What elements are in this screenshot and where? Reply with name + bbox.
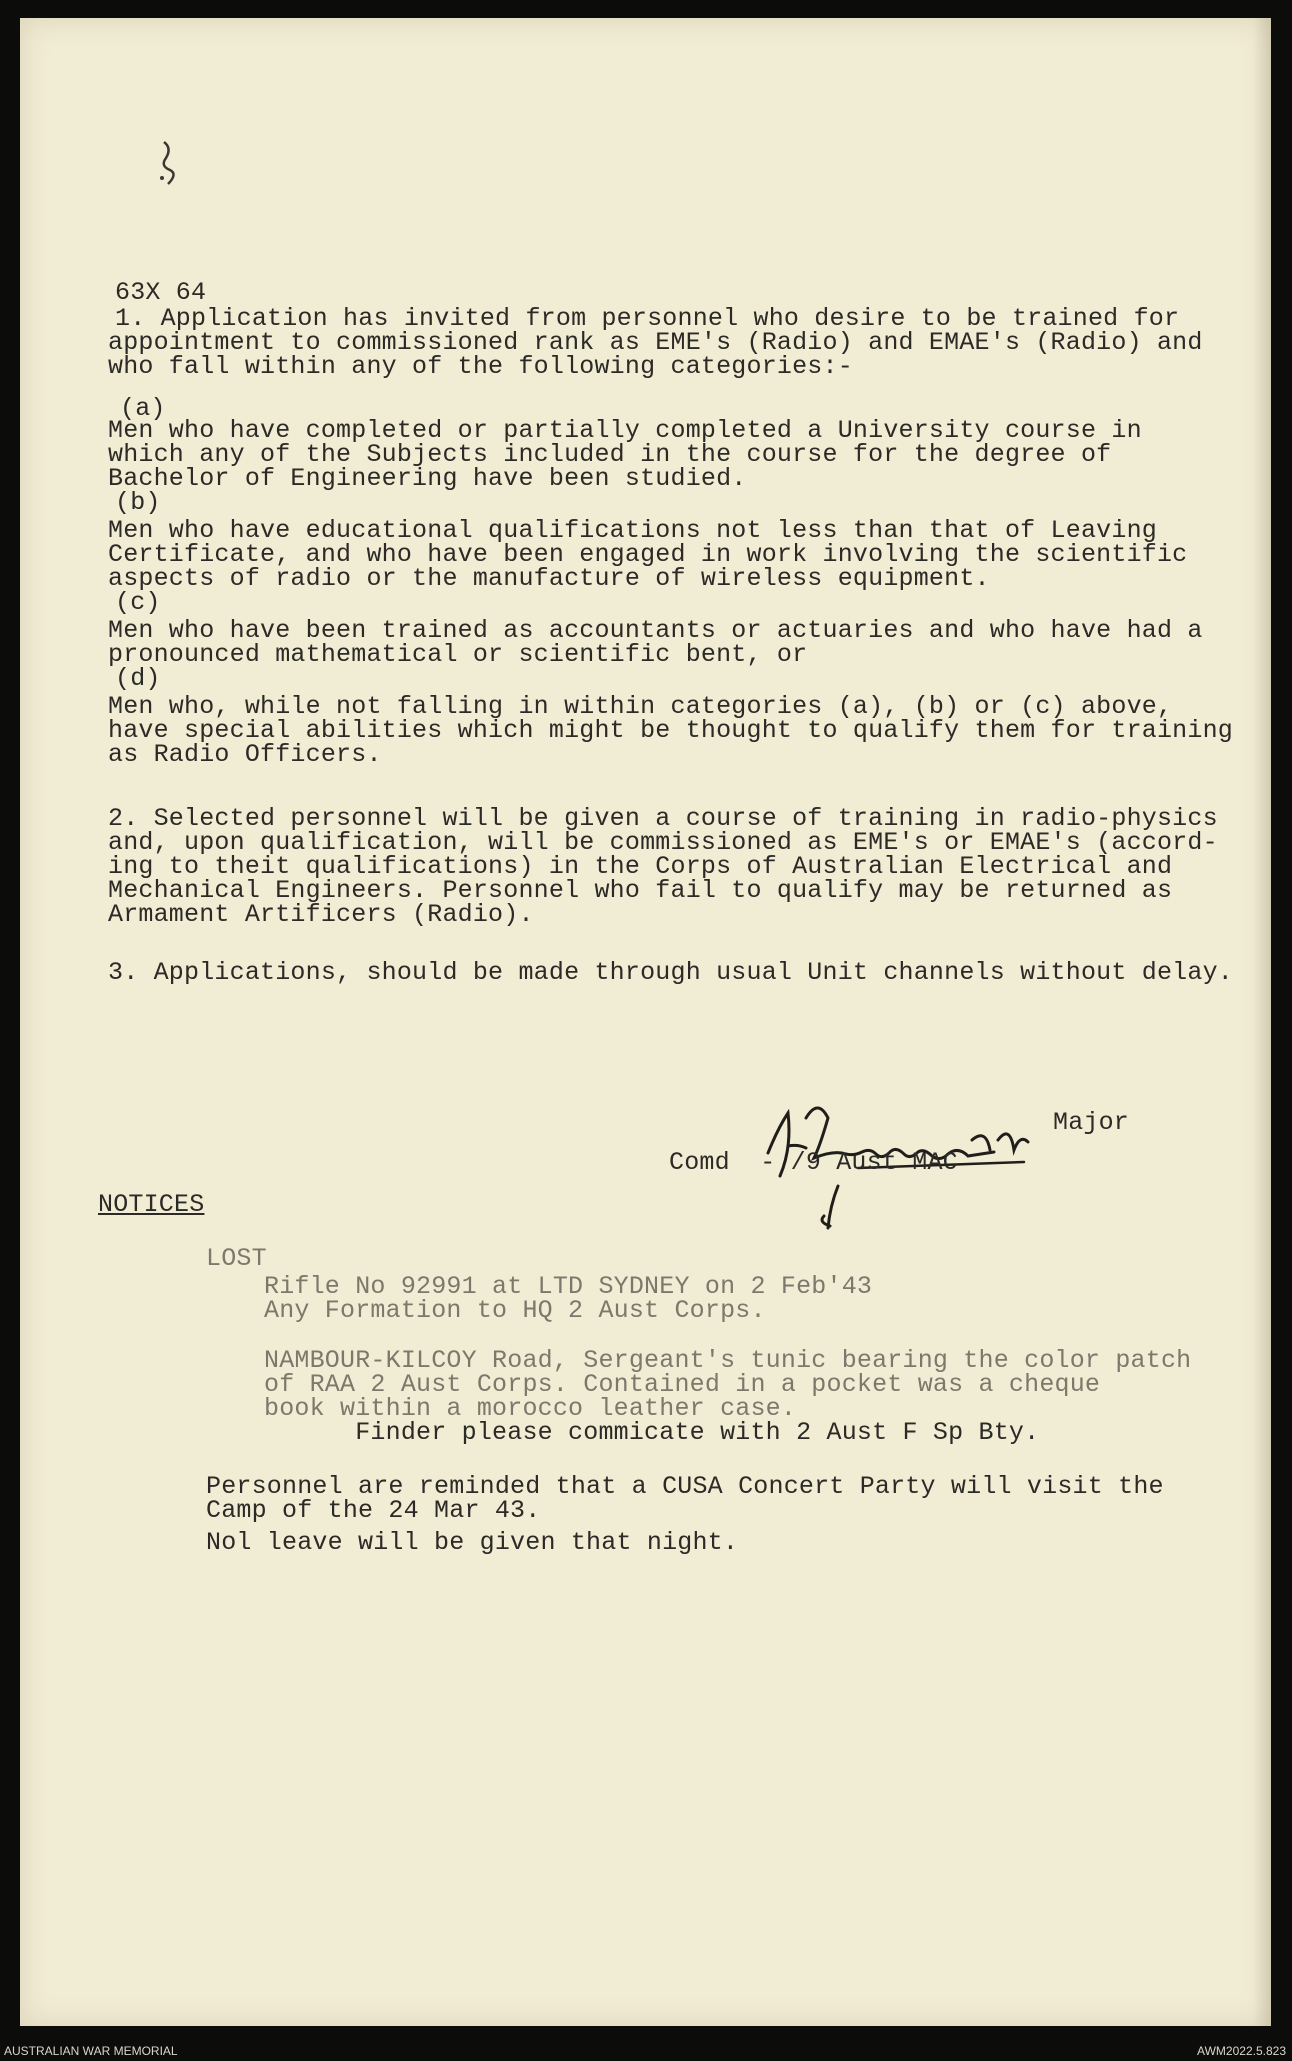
category-a-line-2: which any of the Subjects included in the course for the degree of xyxy=(108,440,1112,469)
concert-line-1: Personnel are reminded that a CUSA Concert Party will visit the xyxy=(206,1472,1164,1501)
lost-item2-line-2: of RAA 2 Aust Corps. Contained in a pocket was a cheque xyxy=(264,1370,1101,1399)
document-serial: 63X 64 xyxy=(115,278,207,307)
para2-line-4: Mechanical Engineers. Personnel who fail to qualify may be returned as xyxy=(108,876,1173,905)
category-d-line-3: as Radio Officers. xyxy=(108,740,382,769)
para2-line-5: Armament Artificers (Radio). xyxy=(108,900,534,929)
lost-item2-line-4: Finder please commicate with 2 Aust F Sp Bty. xyxy=(264,1418,1040,1447)
para1-line-3: who fall within any of the following categories:- xyxy=(108,352,853,381)
signatory-rank: Major xyxy=(1053,1108,1130,1137)
signatory-title: Comd - /9 Aust MAC xyxy=(669,1148,958,1177)
category-c-line-1: Men who have been trained as accountants or actuaries and who have had a xyxy=(108,616,1203,645)
category-b-label: (b) xyxy=(115,488,161,517)
category-b-line-3: aspects of radio or the manufacture of wireless equipment. xyxy=(108,564,990,593)
concert-line-2: Camp of the 24 Mar 43. xyxy=(206,1496,541,1525)
category-c-label: (c) xyxy=(115,588,161,617)
notices-heading: NOTICES xyxy=(98,1190,205,1219)
lost-label: LOST xyxy=(206,1244,267,1273)
lost-item2-line-3: book within a morocco leather case. xyxy=(264,1394,797,1423)
category-c-line-2: pronounced mathematical or scientific bent, or xyxy=(108,640,808,669)
category-d-label: (d) xyxy=(115,664,161,693)
page-edge-shadow xyxy=(1253,18,1271,2026)
category-d-line-1: Men who, while not falling in within categories (a), (b) or (c) above, xyxy=(108,692,1173,721)
para2-line-1: 2. Selected personnel will be given a course of training in radio-physics xyxy=(108,804,1218,833)
lost-item2-line-1: NAMBOUR-KILCOY Road, Sergeant's tunic bearing the color patch xyxy=(264,1346,1192,1375)
category-b-line-2: Certificate, and who have been engaged in work involving the scientific xyxy=(108,540,1188,569)
category-a-line-3: Bachelor of Engineering have been studied. xyxy=(108,464,747,493)
para1-line-2: appointment to commissioned rank as EME's (Radio) and EMAE's (Radio) and xyxy=(108,328,1203,357)
lost-item1-line-2: Any Formation to HQ 2 Aust Corps. xyxy=(264,1296,766,1325)
para2-line-3: ing to theit qualifications) in the Corps of Australian Electrical and xyxy=(108,852,1173,881)
concert-line-3: Nol leave will be given that night. xyxy=(206,1528,739,1557)
para1-line-1: 1. Application has invited from personnel who desire to be trained for xyxy=(115,304,1180,333)
footer-institution: AUSTRALIAN WAR MEMORIAL xyxy=(4,2044,178,2058)
footer-accession-number: AWM2022.5.823 xyxy=(1197,2044,1286,2058)
document-page xyxy=(20,18,1271,2026)
category-a-label: (a) xyxy=(120,394,166,423)
category-b-line-1: Men who have educational qualifications not less than that of Leaving xyxy=(108,516,1157,545)
para2-line-2: and, upon qualification, will be commissioned as EME's or EMAE's (accord- xyxy=(108,828,1218,857)
para3-text: 3. Applications, should be made through usual Unit channels without delay. xyxy=(108,958,1233,987)
category-a-line-1: Men who have completed or partially completed a University course in xyxy=(108,416,1142,445)
lost-item1-line-1: Rifle No 92991 at LTD SYDNEY on 2 Feb'43 xyxy=(264,1272,873,1301)
handwritten-mark xyxy=(150,136,190,196)
category-d-line-2: have special abilities which might be thought to qualify them for training xyxy=(108,716,1233,745)
